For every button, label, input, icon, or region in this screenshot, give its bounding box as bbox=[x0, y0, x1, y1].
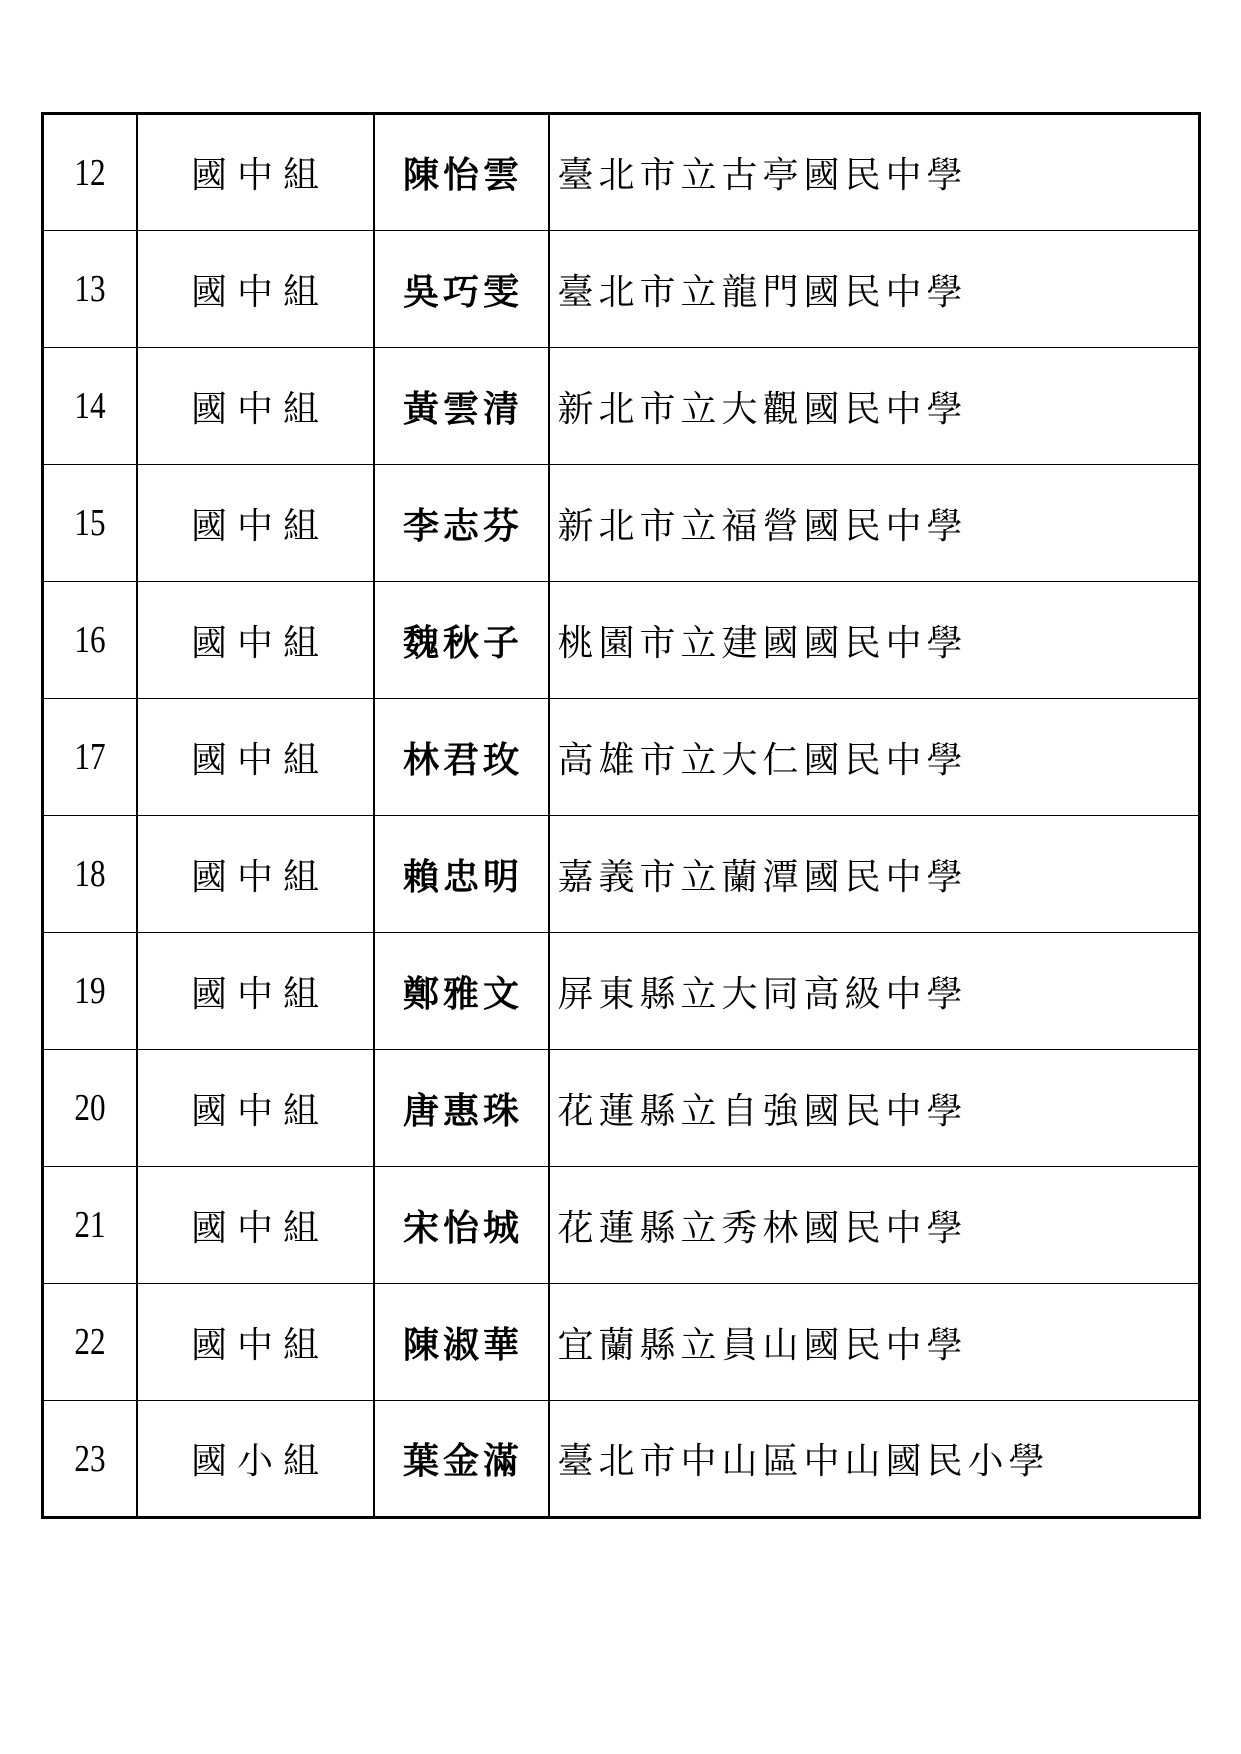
cell-school-text: 臺北市中山區中山國民小學 bbox=[557, 1441, 1050, 1482]
table-row bbox=[43, 348, 1200, 465]
cell-number-text: 19 bbox=[74, 970, 106, 1012]
cell-group bbox=[137, 816, 374, 933]
cell-school-text: 高雄市立大仁國民中學 bbox=[557, 739, 968, 781]
cell-number bbox=[43, 1167, 137, 1284]
cell-group bbox=[137, 1401, 374, 1518]
table-body bbox=[43, 114, 1200, 1518]
cell-number bbox=[43, 933, 137, 1050]
honoree-table bbox=[41, 112, 1201, 1519]
cell-name-text: 林君玫 bbox=[402, 738, 523, 781]
cell-school bbox=[549, 582, 1200, 699]
cell-school-text: 臺北市立古亭國民中學 bbox=[557, 155, 968, 196]
cell-group-text: 國小組 bbox=[190, 1441, 329, 1482]
cell-name-text: 吳巧雯 bbox=[402, 270, 523, 313]
cell-school bbox=[549, 816, 1200, 933]
cell-name bbox=[374, 348, 549, 465]
cell-school-text: 桃園市立建國國民中學 bbox=[557, 622, 968, 664]
cell-group-text: 國中組 bbox=[190, 1207, 329, 1249]
cell-number bbox=[43, 465, 137, 582]
cell-group bbox=[137, 1167, 374, 1284]
cell-number-text: 12 bbox=[74, 151, 106, 194]
cell-group-text: 國中組 bbox=[190, 856, 329, 898]
cell-number bbox=[43, 348, 137, 465]
table-row bbox=[43, 582, 1200, 699]
cell-number-text: 17 bbox=[74, 736, 106, 778]
cell-name bbox=[374, 582, 549, 699]
cell-group-text: 國中組 bbox=[190, 271, 329, 313]
cell-group bbox=[137, 1284, 374, 1401]
table-row bbox=[43, 1401, 1200, 1518]
cell-school bbox=[549, 1284, 1200, 1401]
cell-group-text: 國中組 bbox=[190, 622, 329, 664]
cell-number-text: 14 bbox=[74, 385, 106, 427]
cell-school-text: 新北市立福營國民中學 bbox=[557, 505, 968, 547]
cell-group bbox=[137, 582, 374, 699]
cell-school-text: 臺北市立龍門國民中學 bbox=[557, 271, 968, 313]
cell-number bbox=[43, 231, 137, 348]
cell-number bbox=[43, 114, 137, 231]
cell-school-text: 屏東縣立大同高級中學 bbox=[557, 973, 968, 1015]
cell-name bbox=[374, 933, 549, 1050]
cell-number-text: 23 bbox=[74, 1437, 106, 1480]
cell-group-text: 國中組 bbox=[190, 155, 329, 196]
table-row bbox=[43, 699, 1200, 816]
table-row bbox=[43, 1050, 1200, 1167]
cell-name-text: 李志芬 bbox=[402, 504, 523, 547]
cell-school bbox=[549, 1050, 1200, 1167]
cell-school bbox=[549, 231, 1200, 348]
cell-number bbox=[43, 699, 137, 816]
table-row bbox=[43, 1284, 1200, 1401]
cell-school bbox=[549, 114, 1200, 231]
cell-name-text: 葉金滿 bbox=[402, 1440, 523, 1482]
cell-number-text: 16 bbox=[74, 619, 106, 661]
cell-school bbox=[549, 933, 1200, 1050]
cell-group bbox=[137, 231, 374, 348]
cell-number-text: 22 bbox=[74, 1321, 106, 1363]
cell-school-text: 花蓮縣立秀林國民中學 bbox=[557, 1207, 968, 1249]
cell-school bbox=[549, 1167, 1200, 1284]
cell-name-text: 魏秋子 bbox=[402, 621, 523, 664]
cell-name bbox=[374, 699, 549, 816]
cell-number bbox=[43, 1284, 137, 1401]
cell-number-text: 15 bbox=[74, 502, 106, 544]
cell-group-text: 國中組 bbox=[190, 739, 329, 781]
cell-number-text: 18 bbox=[74, 853, 106, 895]
cell-group bbox=[137, 933, 374, 1050]
cell-school-text: 花蓮縣立自強國民中學 bbox=[557, 1090, 968, 1132]
cell-name-text: 陳怡雲 bbox=[402, 154, 523, 196]
cell-name bbox=[374, 1401, 549, 1518]
table-row bbox=[43, 231, 1200, 348]
cell-name-text: 黃雲清 bbox=[402, 387, 523, 430]
cell-group-text: 國中組 bbox=[190, 1090, 329, 1132]
table-row bbox=[43, 1167, 1200, 1284]
cell-number bbox=[43, 816, 137, 933]
cell-group-text: 國中組 bbox=[190, 973, 329, 1015]
cell-number-text: 20 bbox=[74, 1087, 106, 1129]
table-row bbox=[43, 816, 1200, 933]
cell-name-text: 唐惠珠 bbox=[402, 1089, 523, 1132]
cell-group bbox=[137, 348, 374, 465]
cell-number bbox=[43, 1050, 137, 1167]
cell-name bbox=[374, 816, 549, 933]
cell-group-text: 國中組 bbox=[190, 1324, 329, 1366]
cell-name-text: 賴忠明 bbox=[402, 855, 523, 898]
cell-group bbox=[137, 465, 374, 582]
table-row bbox=[43, 465, 1200, 582]
cell-name-text: 陳淑華 bbox=[402, 1323, 523, 1366]
cell-school-text: 宜蘭縣立員山國民中學 bbox=[557, 1324, 968, 1366]
cell-group bbox=[137, 114, 374, 231]
cell-school-text: 新北市立大觀國民中學 bbox=[557, 388, 968, 430]
cell-school bbox=[549, 1401, 1200, 1518]
cell-school bbox=[549, 465, 1200, 582]
cell-group-text: 國中組 bbox=[190, 388, 329, 430]
cell-number bbox=[43, 1401, 137, 1518]
cell-number-text: 21 bbox=[74, 1204, 106, 1246]
cell-number bbox=[43, 582, 137, 699]
cell-name bbox=[374, 114, 549, 231]
cell-school-text: 嘉義市立蘭潭國民中學 bbox=[557, 856, 968, 898]
cell-name bbox=[374, 1284, 549, 1401]
cell-group bbox=[137, 1050, 374, 1167]
cell-name bbox=[374, 231, 549, 348]
cell-name bbox=[374, 1050, 549, 1167]
cell-school bbox=[549, 699, 1200, 816]
cell-number-text: 13 bbox=[74, 268, 106, 310]
cell-name bbox=[374, 465, 549, 582]
cell-school bbox=[549, 348, 1200, 465]
cell-group bbox=[137, 699, 374, 816]
table-row bbox=[43, 933, 1200, 1050]
cell-name-text: 宋怡城 bbox=[402, 1206, 523, 1249]
table-row bbox=[43, 114, 1200, 231]
cell-group-text: 國中組 bbox=[190, 505, 329, 547]
cell-name-text: 鄭雅文 bbox=[402, 972, 523, 1015]
cell-name bbox=[374, 1167, 549, 1284]
